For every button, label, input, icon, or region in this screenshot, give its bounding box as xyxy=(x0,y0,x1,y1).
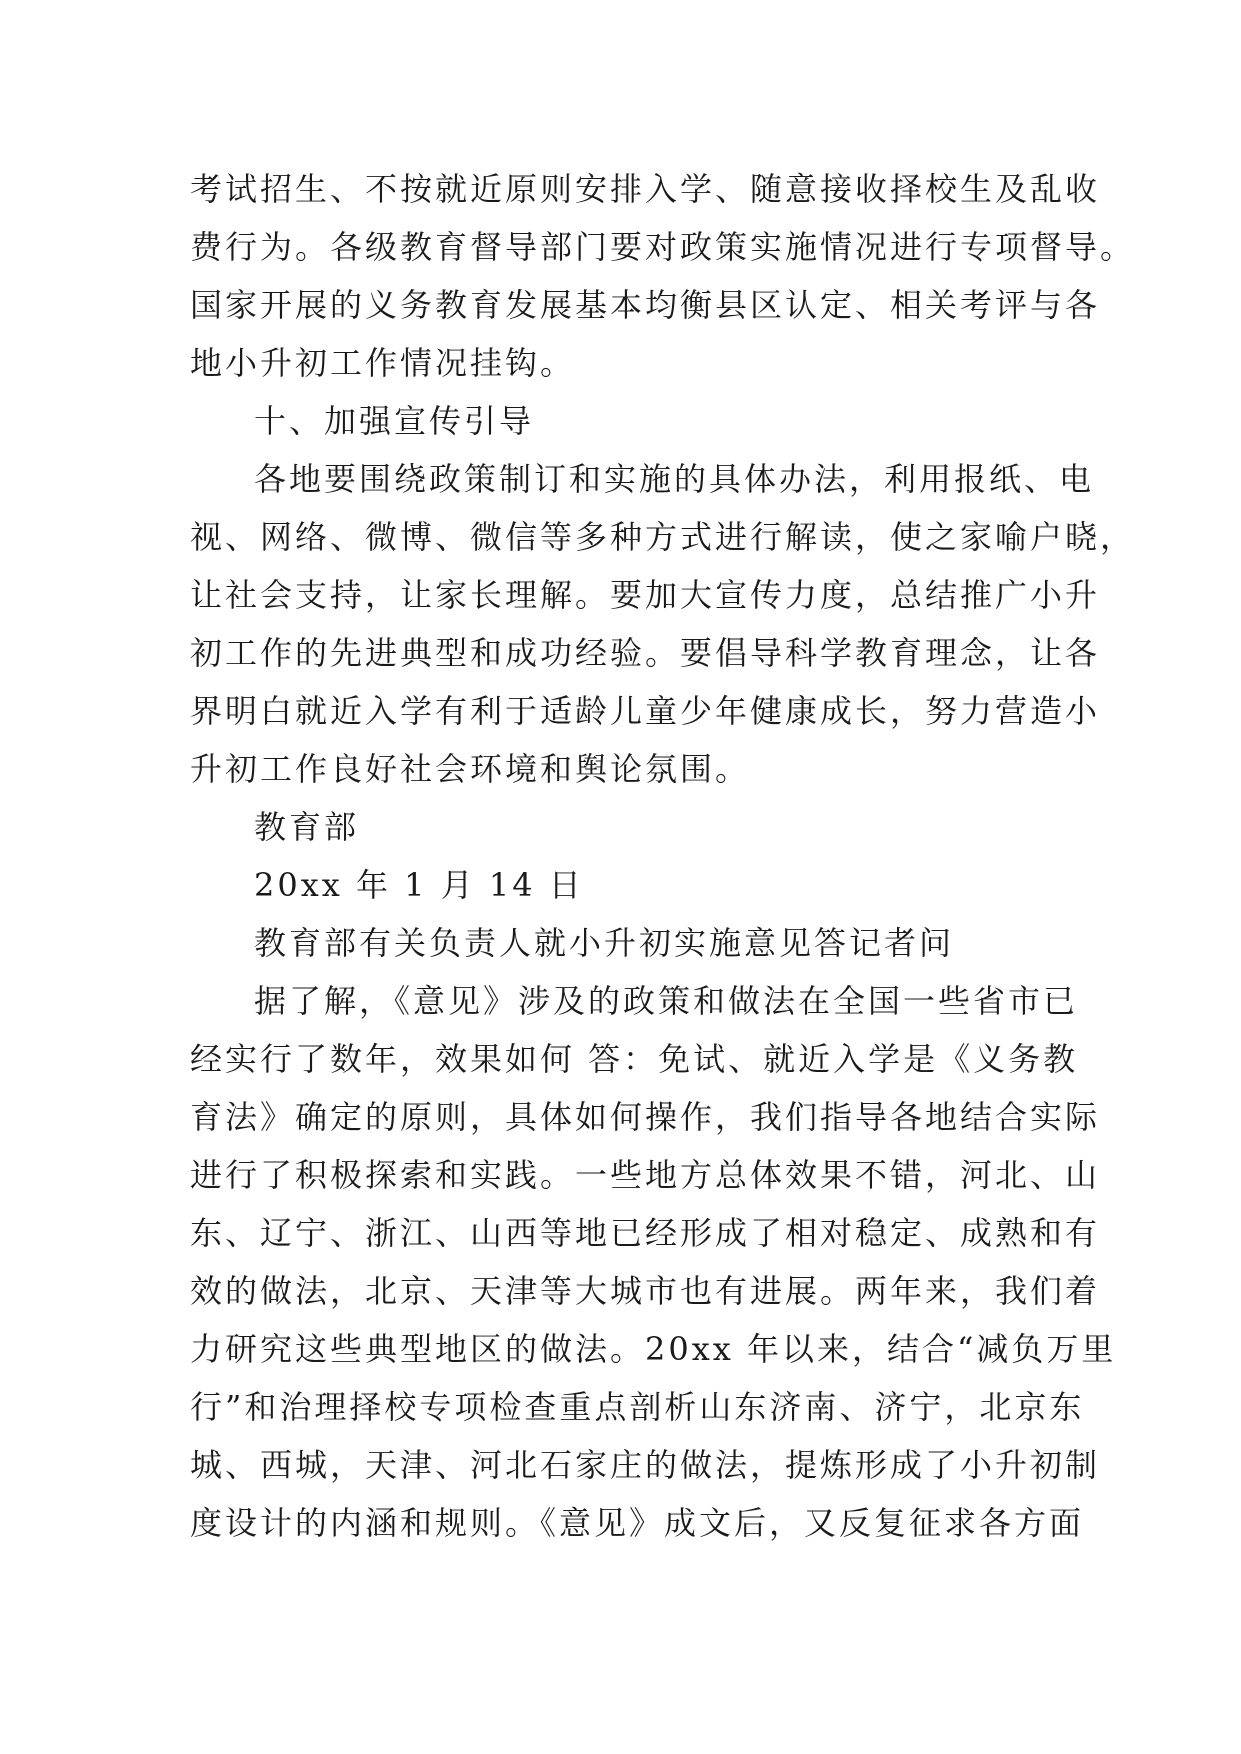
text-line: 让社会支持，让家长理解。要加大宣传力度，总结推广小升 xyxy=(190,576,1101,614)
text-line: 考试招生、不按就近原则安排入学、随意接收择校生及乱收 xyxy=(190,170,1101,208)
text-line: 度设计的内涵和规则。《意见》成文后，又反复征求各方面 xyxy=(190,1504,1085,1542)
text-line: 效的做法，北京、天津等大城市也有进展。两年来，我们着 xyxy=(190,1272,1101,1310)
signature-date: 20xx 年 1 月 14 日 xyxy=(254,866,584,904)
text-line: 城、西城，天津、河北石家庄的做法，提炼形成了小升初制 xyxy=(190,1446,1101,1484)
text-line: 地小升初工作情况挂钩。 xyxy=(190,344,576,382)
text-line: 经实行了数年，效果如何 答：免试、就近入学是《义务教 xyxy=(190,1040,1079,1078)
text-line: 育法》确定的原则，具体如何操作，我们指导各地结合实际 xyxy=(190,1098,1101,1136)
section-heading: 十、加强宣传引导 xyxy=(254,402,535,440)
text-line: 界明白就近入学有利于适龄儿童少年健康成长，努力营造小 xyxy=(190,692,1101,730)
text-line: 视、网络、微博、微信等多种方式进行解读，使之家喻户晓， xyxy=(190,518,1136,556)
signature-org: 教育部 xyxy=(254,808,360,846)
text-line: 费行为。各级教育督导部门要对政策实施情况进行专项督导。 xyxy=(190,228,1136,266)
text-line: 各地要围绕政策制订和实施的具体办法，利用报纸、电 xyxy=(254,460,1095,498)
text-line: 国家开展的义务教育发展基本均衡县区认定、相关考评与各 xyxy=(190,286,1101,324)
text-line: 初工作的先进典型和成功经验。要倡导科学教育理念，让各 xyxy=(190,634,1101,672)
text-line: 东、辽宁、浙江、山西等地已经形成了相对稳定、成熟和有 xyxy=(190,1214,1101,1252)
text-line: 行”和治理择校专项检查重点剖析山东济南、济宁，北京东 xyxy=(190,1388,1085,1426)
text-line: 据了解，《意见》涉及的政策和做法在全国一些省市已 xyxy=(254,982,1079,1020)
article-title: 教育部有关负责人就小升初实施意见答记者问 xyxy=(254,924,955,962)
text-line: 力研究这些典型地区的做法。20xx 年以来，结合“减负万里 xyxy=(190,1330,1117,1368)
text-line: 升初工作良好社会环境和舆论氛围。 xyxy=(190,750,751,788)
text-line: 进行了积极探索和实践。一些地方总体效果不错，河北、山 xyxy=(190,1156,1101,1194)
document-body xyxy=(190,160,1136,1552)
